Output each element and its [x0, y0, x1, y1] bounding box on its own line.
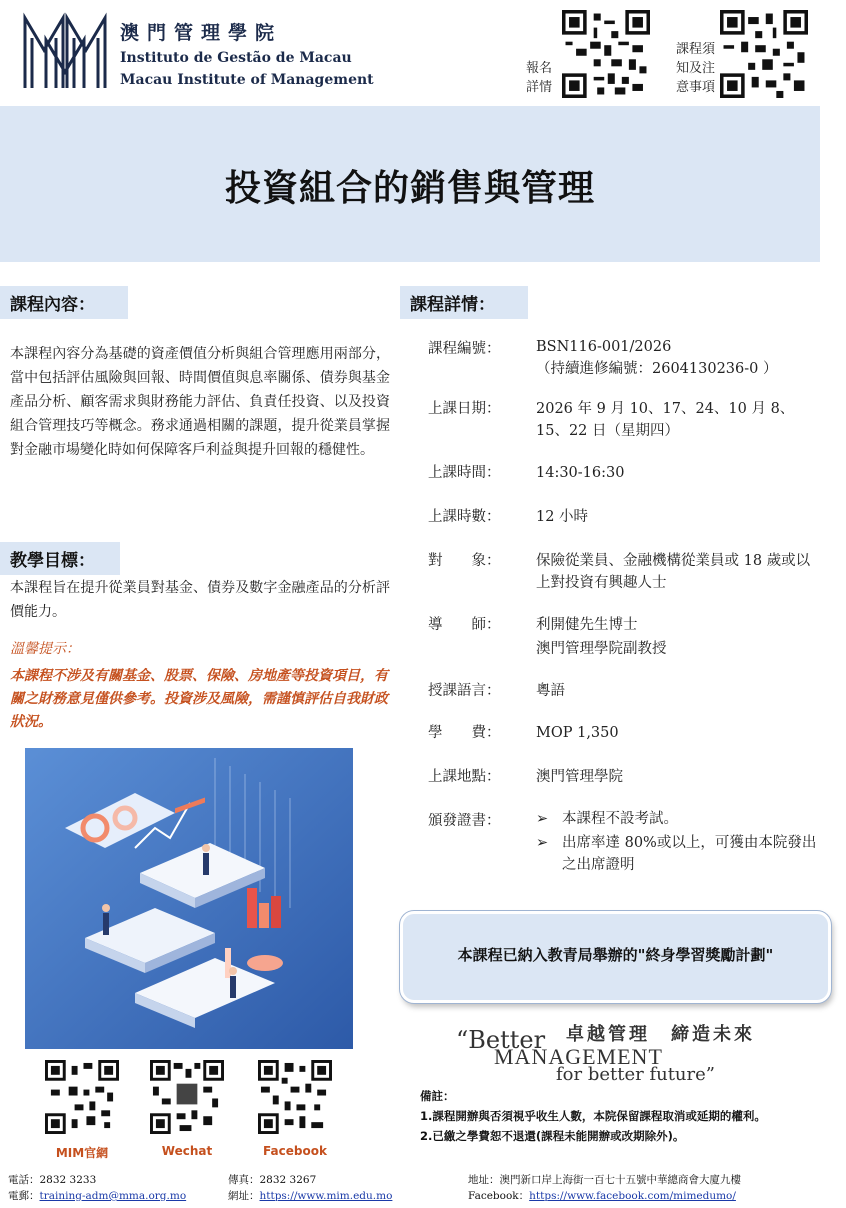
objectives-text: 本課程旨在提升從業員對基金、債券及數字金融產品的分析評價能力。	[10, 580, 390, 620]
slogan-future: for better future”	[556, 1064, 715, 1085]
slogan-management: MANAGEMENT	[494, 1044, 663, 1069]
date-value: 2026 年 9 月 10、17、24、10 月 8、15、22 日（星期四）	[536, 401, 795, 439]
code-label: 課程編號：	[428, 341, 501, 357]
qr-register[interactable]	[562, 10, 650, 98]
qr-label-wechat: Wechat	[161, 1144, 213, 1158]
website-link[interactable]: https://www.mim.edu.mo	[259, 1190, 393, 1202]
cpd-code-value: （持續進修編號：2604130236-0 ）	[536, 361, 778, 377]
arrow-bullet-icon: ➢	[536, 811, 549, 827]
certificate-label: 頒發證書：	[428, 813, 501, 829]
org-name-zh: 澳門管理學院	[120, 22, 283, 44]
venue-label: 上課地點：	[428, 769, 501, 785]
org-name-pt: Instituto de Gestão de Macau	[120, 50, 352, 66]
mim-logo	[22, 10, 108, 90]
fee-label: 學 費：	[428, 725, 501, 741]
course-title: 投資組合的銷售與管理	[224, 168, 595, 209]
lifelong-learning-callout	[400, 911, 831, 1003]
notes-block	[420, 1086, 840, 1146]
notes-item: 1.課程開辦與否須視乎收生人數，本院保留課程取消或延期的權利。	[420, 1109, 766, 1123]
notes-heading: 備註：	[420, 1089, 455, 1103]
certificate-item: 出席率達 80%或以上，可獲由本院發出之出席證明	[562, 835, 817, 873]
certificate-item: 本課程不設考試。	[562, 811, 678, 827]
objectives-heading: 教學目標：	[0, 542, 120, 575]
code-value: BSN116-001/2026	[536, 339, 672, 355]
instructor-name: 利開健先生博士	[536, 617, 638, 633]
time-value: 14:30-16:30	[536, 465, 625, 481]
time-label: 上課時間：	[428, 465, 501, 481]
fee-value: MOP 1,350	[536, 725, 619, 741]
content-heading: 課程內容：	[0, 286, 128, 319]
qr-notice-label: 課程須 知及注 意事項	[675, 42, 715, 95]
date-label: 上課日期：	[428, 401, 501, 417]
org-name-en: Macau Institute of Management	[120, 72, 374, 88]
tip-text: 本課程不涉及有關基金、股票、保險、房地產等投資項目，有關之財務意見僅供參考。投資涉及風險，需謹慎評估自我財政狀況。	[10, 668, 388, 730]
qr-label-mim: MIM官網	[55, 1146, 109, 1160]
instructor-title: 澳門管理學院副教授	[536, 641, 667, 657]
qr-register-label: 報名 詳情	[525, 61, 552, 95]
arrow-bullet-icon: ➢	[536, 835, 549, 851]
language-label: 授課語言：	[428, 683, 501, 699]
hours-value: 12 小時	[536, 509, 589, 525]
target-value: 保險從業員、金融機構從業員或 18 歲或以上對投資有興趣人士	[536, 553, 811, 591]
language-value: 粵語	[536, 683, 565, 699]
qr-label-facebook: Facebook	[263, 1144, 327, 1158]
instructor-label: 導 師：	[428, 617, 501, 633]
footer-address: 地址：澳門新口岸上海街一百七十五號中華總商會大廈九樓	[468, 1174, 741, 1186]
content-text: 本課程內容分為基礎的資產價值分析與組合管理應用兩部分，當中包括評估風險與回報、時間價值與息率關係、債券與基金產品分析、顧客需求與財務能力評估、負責任投資、以及投資組合管理技巧等概念。務求通過相關的課題，提升從業員掌握對金融市場變化時如何保障客戶利益與提升回報的穩健性。	[10, 346, 390, 458]
footer-phone: 電話：2832 3233	[8, 1174, 97, 1186]
tip-heading: 溫馨提示：	[10, 641, 80, 657]
slogan-zh: 卓越管理 締造未來	[566, 1024, 755, 1045]
qr-mim-website[interactable]	[45, 1060, 119, 1134]
footer-website: 網址：https://www.mim.edu.mo	[228, 1190, 393, 1202]
venue-value: 澳門管理學院	[536, 769, 623, 785]
notes-item: 2.已繳之學費恕不退還(課程未能開辦或改期除外)。	[420, 1129, 685, 1143]
qr-notice[interactable]	[720, 10, 808, 98]
slogan-better: “Better	[456, 1026, 546, 1054]
footer-facebook: Facebook：https://www.facebook.com/mimedumo/	[468, 1190, 736, 1202]
footer-fax: 傳真：2832 3267	[228, 1174, 317, 1186]
facebook-link[interactable]: https://www.facebook.com/mimedumo/	[529, 1190, 736, 1202]
qr-facebook[interactable]	[258, 1060, 332, 1134]
qr-wechat[interactable]	[150, 1060, 224, 1134]
footer-email: 電郵：training-adm@mma.org.mo	[8, 1190, 187, 1202]
details-list	[0, 336, 846, 896]
target-label: 對 象：	[428, 553, 501, 569]
email-link[interactable]: training-adm@mma.org.mo	[39, 1190, 187, 1202]
details-heading: 課程詳情：	[400, 286, 528, 319]
hours-label: 上課時數：	[428, 509, 501, 525]
callout-text: 本課程已納入教青局舉辦的"終身學習獎勵計劃"	[457, 946, 774, 964]
